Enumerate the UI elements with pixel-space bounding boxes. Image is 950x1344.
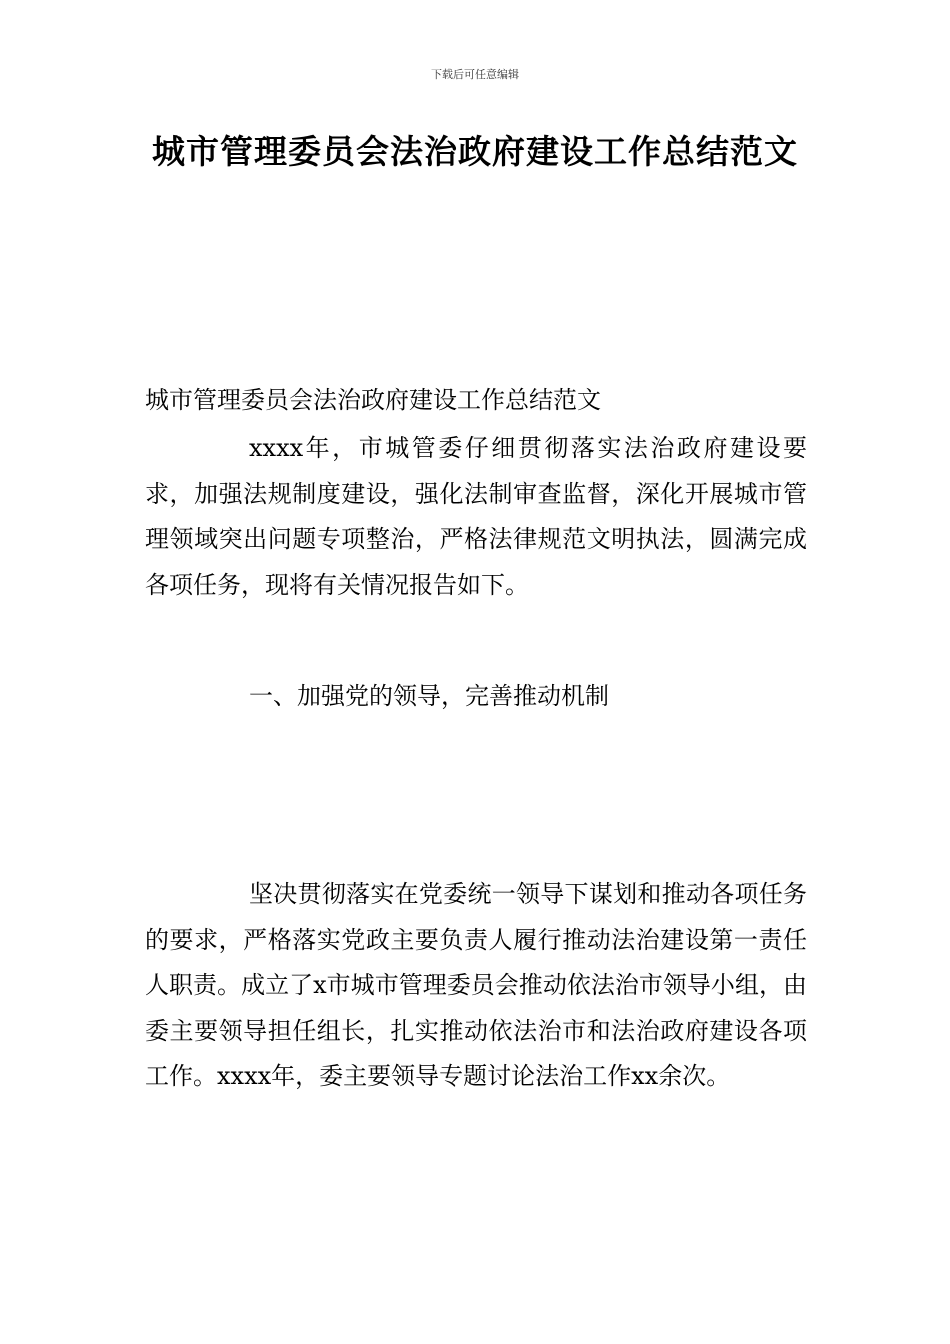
intro-paragraph: xxxx年，市城管委仔细贯彻落实法治政府建设要求，加强法规制度建设，强化法制审查监督，深化开展城市管理领域突出问题专项整治，严格法律规范文明执法，圆满完成各项任务，现将有关情况报告如下。 (145, 434, 807, 599)
document-title: 城市管理委员会法治政府建设工作总结范文 (152, 132, 798, 171)
header-note: 下载后可任意编辑 (431, 68, 519, 81)
section-heading-1: 一、加强党的领导，完善推动机制 (249, 682, 609, 710)
section-1-paragraph: 坚决贯彻落实在党委统一领导下谋划和推动各项任务的要求，严格落实党政主要负责人履行推动法治建设第一责任人职责。成立了x市城市管理委员会推动依法治市领导小组，由委主要领导担任组长，扎实推动依法治市和法治政府建设各项工作。xxxx年，委主要领导专题讨论法治工作xx余次。 (145, 880, 807, 1090)
document-subtitle: 城市管理委员会法治政府建设工作总结范文 (145, 386, 601, 414)
